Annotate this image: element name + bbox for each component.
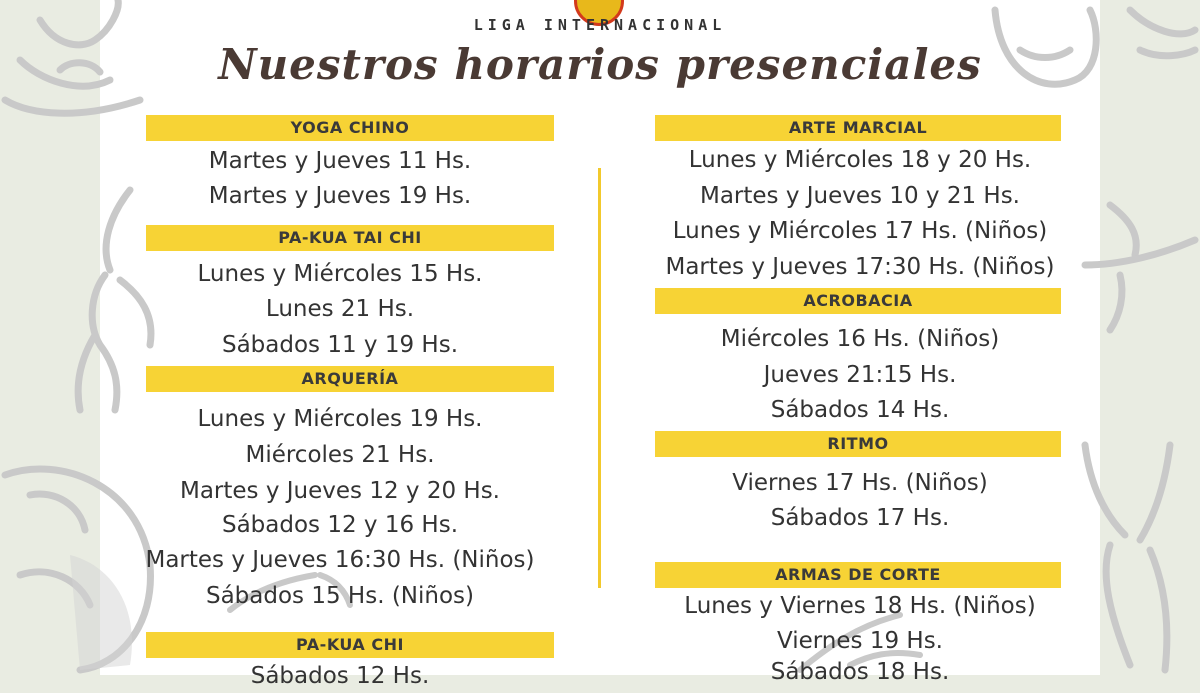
schedule-line: Lunes y Miércoles 19 Hs. [197,406,483,432]
schedule-line: Sábados 11 y 19 Hs. [221,332,459,358]
schedule-line: Lunes y Viernes 18 Hs. (Niños) [684,593,1036,619]
section-header-pakua-tai-chi: PA-KUA TAI CHI [146,225,554,251]
acrobat-figure-illustration [1070,425,1200,675]
schedule-line: Lunes y Miércoles 17 Hs. (Niños) [672,218,1048,244]
column-divider [598,168,601,588]
schedule-line: Martes y Jueves 12 y 20 Hs. [179,478,500,504]
league-subtitle: LIGA INTERNACIONAL [473,16,727,34]
schedule-line: Martes y Jueves 11 Hs. [208,148,472,174]
schedule-line: Martes y Jueves 19 Hs. [208,183,472,209]
section-header-ritmo: RITMO [655,431,1061,457]
schedule-line: Martes y Jueves 10 y 21 Hs. [699,183,1020,209]
schedule-line: Lunes 21 Hs. [265,296,415,322]
kicking-figure-illustration [1080,195,1200,335]
schedule-line: Lunes y Miércoles 15 Hs. [197,261,483,287]
page-title: Nuestros horarios presenciales [218,40,982,89]
schedule-line: Sábados 14 Hs. [770,397,950,423]
schedule-line: Sábados 18 Hs. [770,659,950,685]
section-header-arte-marcial: ARTE MARCIAL [655,115,1061,141]
schedule-line: Sábados 12 y 16 Hs. [221,512,459,538]
schedule-line: Sábados 17 Hs. [770,505,950,531]
section-header-yoga-chino: YOGA CHINO [146,115,554,141]
schedule-line: Sábados 12 Hs. [250,663,430,689]
schedule-line: Lunes y Miércoles 18 y 20 Hs. [688,147,1032,173]
section-header-pakua-chi: PA-KUA CHI [146,632,554,658]
section-header-armas-de-corte: ARMAS DE CORTE [655,562,1061,588]
schedule-line: Miércoles 21 Hs. [245,442,435,468]
schedule-line: Viernes 19 Hs. [776,628,943,654]
schedule-line: Martes y Jueves 17:30 Hs. (Niños) [665,254,1055,280]
section-header-arqueria: ARQUERÍA [146,366,554,392]
schedule-line: Viernes 17 Hs. (Niños) [732,470,988,496]
schedule-line: Sábados 15 Hs. (Niños) [205,583,474,609]
section-header-acrobacia: ACROBACIA [655,288,1061,314]
schedule-line: Miércoles 16 Hs. (Niños) [720,326,1000,352]
schedule-line: Jueves 21:15 Hs. [763,362,957,388]
schedule-line: Martes y Jueves 16:30 Hs. (Niños) [145,547,535,573]
